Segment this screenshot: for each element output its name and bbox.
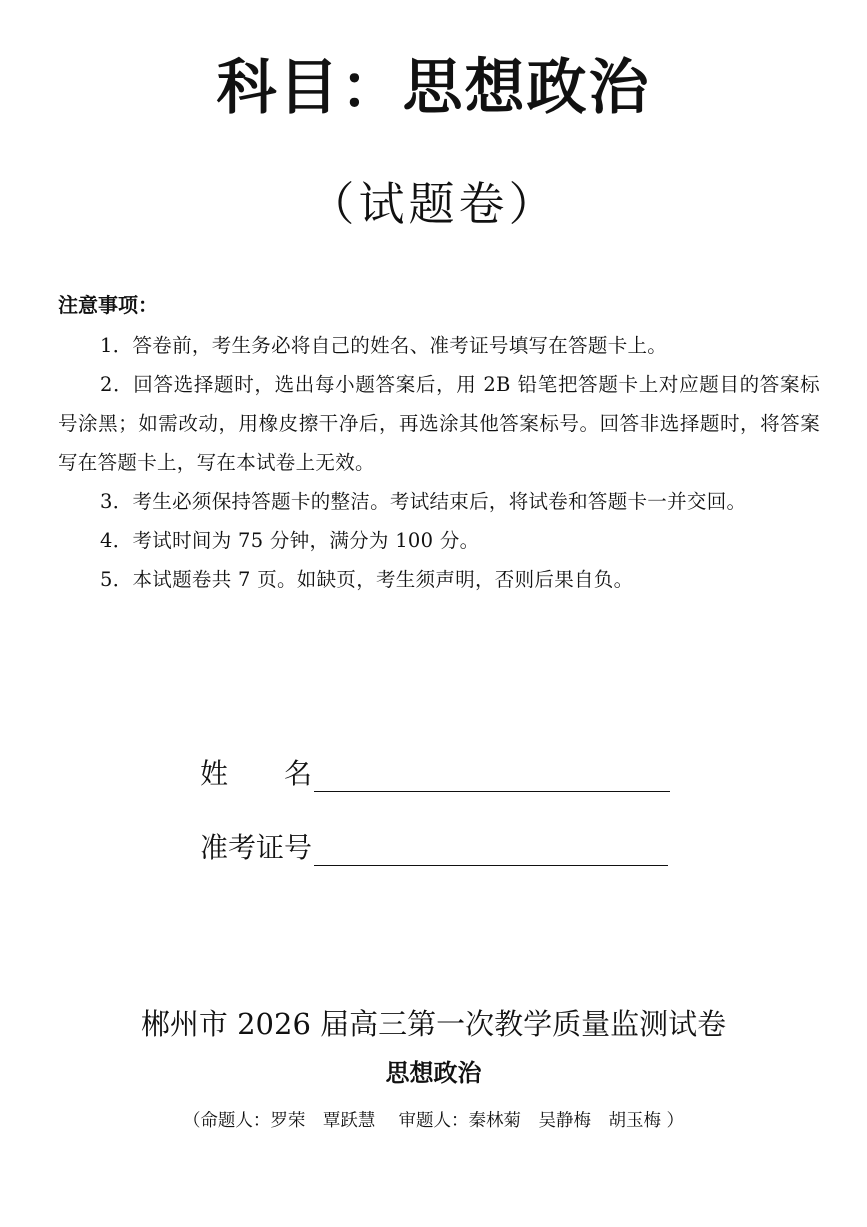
exam-subject: 思想政治 bbox=[385, 1059, 482, 1087]
id-field-blank[interactable] bbox=[314, 835, 668, 866]
notice-item: 4．考试时间为 75 分钟，满分为 100 分。 bbox=[100, 529, 480, 552]
paper-type-label: （试题卷） bbox=[308, 177, 559, 231]
name-field-label: 姓 名 bbox=[200, 757, 313, 790]
id-field-row bbox=[200, 826, 668, 866]
id-field-label: 准考证号 bbox=[200, 831, 313, 864]
notice-item: 1．答卷前，考生务必将自己的姓名、准考证号填写在答题卡上。 bbox=[100, 334, 668, 357]
notice-item: 2．回答选择题时，选出每小题答案后，用 2B 铅笔把答题卡上对应题目的答案标号涂黑；如需改动，用橡皮擦干净后，再选涂其他答案标号。回答非选择题时，将答案写在答题卡上，写在本试卷上无效。 bbox=[58, 373, 820, 474]
notice-item: 3．考生必须保持答题卡的整洁。考试结束后，将试卷和答题卡一并交回。 bbox=[100, 490, 747, 513]
notice-list bbox=[58, 326, 820, 599]
setters-line: （命题人：罗荣 覃跃慧 审题人：秦林菊 吴静梅 胡玉梅 ） bbox=[182, 1111, 685, 1131]
notice-heading: 注意事项： bbox=[58, 293, 158, 317]
notice-item: 5．本试题卷共 7 页。如缺页，考生须声明，否则后果自负。 bbox=[100, 568, 634, 591]
name-field-blank[interactable] bbox=[314, 761, 670, 792]
subject-title: 科目：思想政治 bbox=[216, 53, 651, 123]
exam-name: 郴州市 2026 届高三第一次教学质量监测试卷 bbox=[140, 1007, 727, 1041]
name-field-row bbox=[200, 752, 670, 792]
